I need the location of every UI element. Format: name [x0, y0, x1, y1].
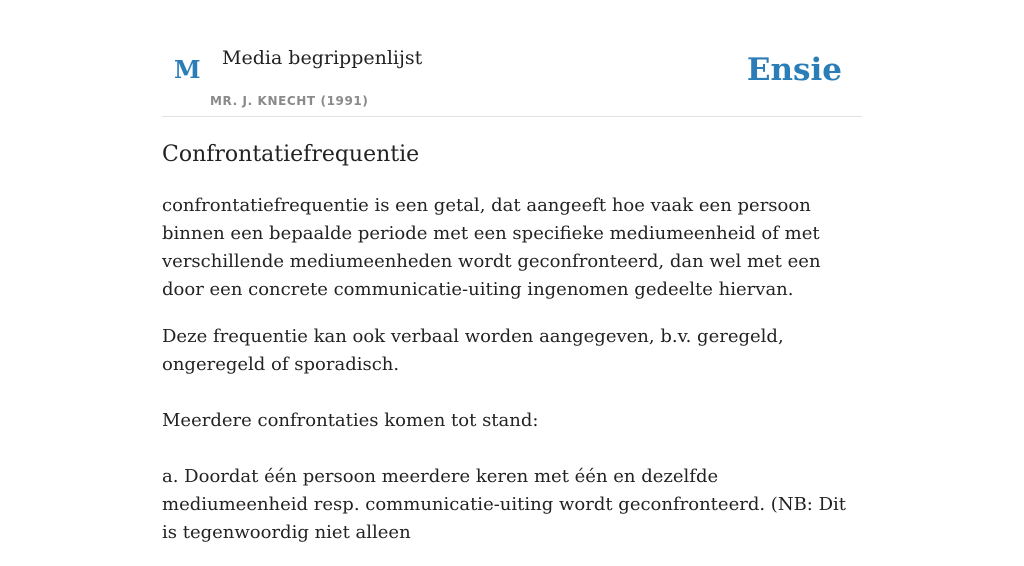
book-logo[interactable]: M [174, 55, 201, 84]
page [162, 0, 862, 543]
brand-logo[interactable]: Ensie [746, 52, 842, 88]
paragraph-item-a: a. Doordat één persoon meerdere keren met één en dezelfde mediumeenheid resp. communicatie-uiting wordt geconfronteerd. (NB: Dit is tegenwoordig niet alleen [162, 466, 846, 543]
paragraph-verbal: Deze frequentie kan ook verbaal worden aangegeven, b.v. geregeld, ongeregeld of sporadisch. [162, 326, 784, 375]
paragraph-definition: confrontatiefrequentie is een getal, dat aangeeft hoe vaak een persoon binnen een bepaalde periode met een specifieke mediumeenheid of met verschillende mediumeenheden wordt geconfronteerd, dan wel met een door een concrete communicatie-uiting ingenomen gedeelte hiervan. [162, 195, 821, 300]
header [162, 0, 862, 117]
entry-title: Confrontatiefrequentie [162, 142, 420, 167]
book-title[interactable]: Media begrippenlijst [222, 47, 423, 69]
paragraph-intro-list: Meerdere confrontaties komen tot stand: [162, 410, 539, 431]
entry-body [162, 192, 862, 566]
book-author: MR. J. KNECHT (1991) [210, 94, 369, 108]
